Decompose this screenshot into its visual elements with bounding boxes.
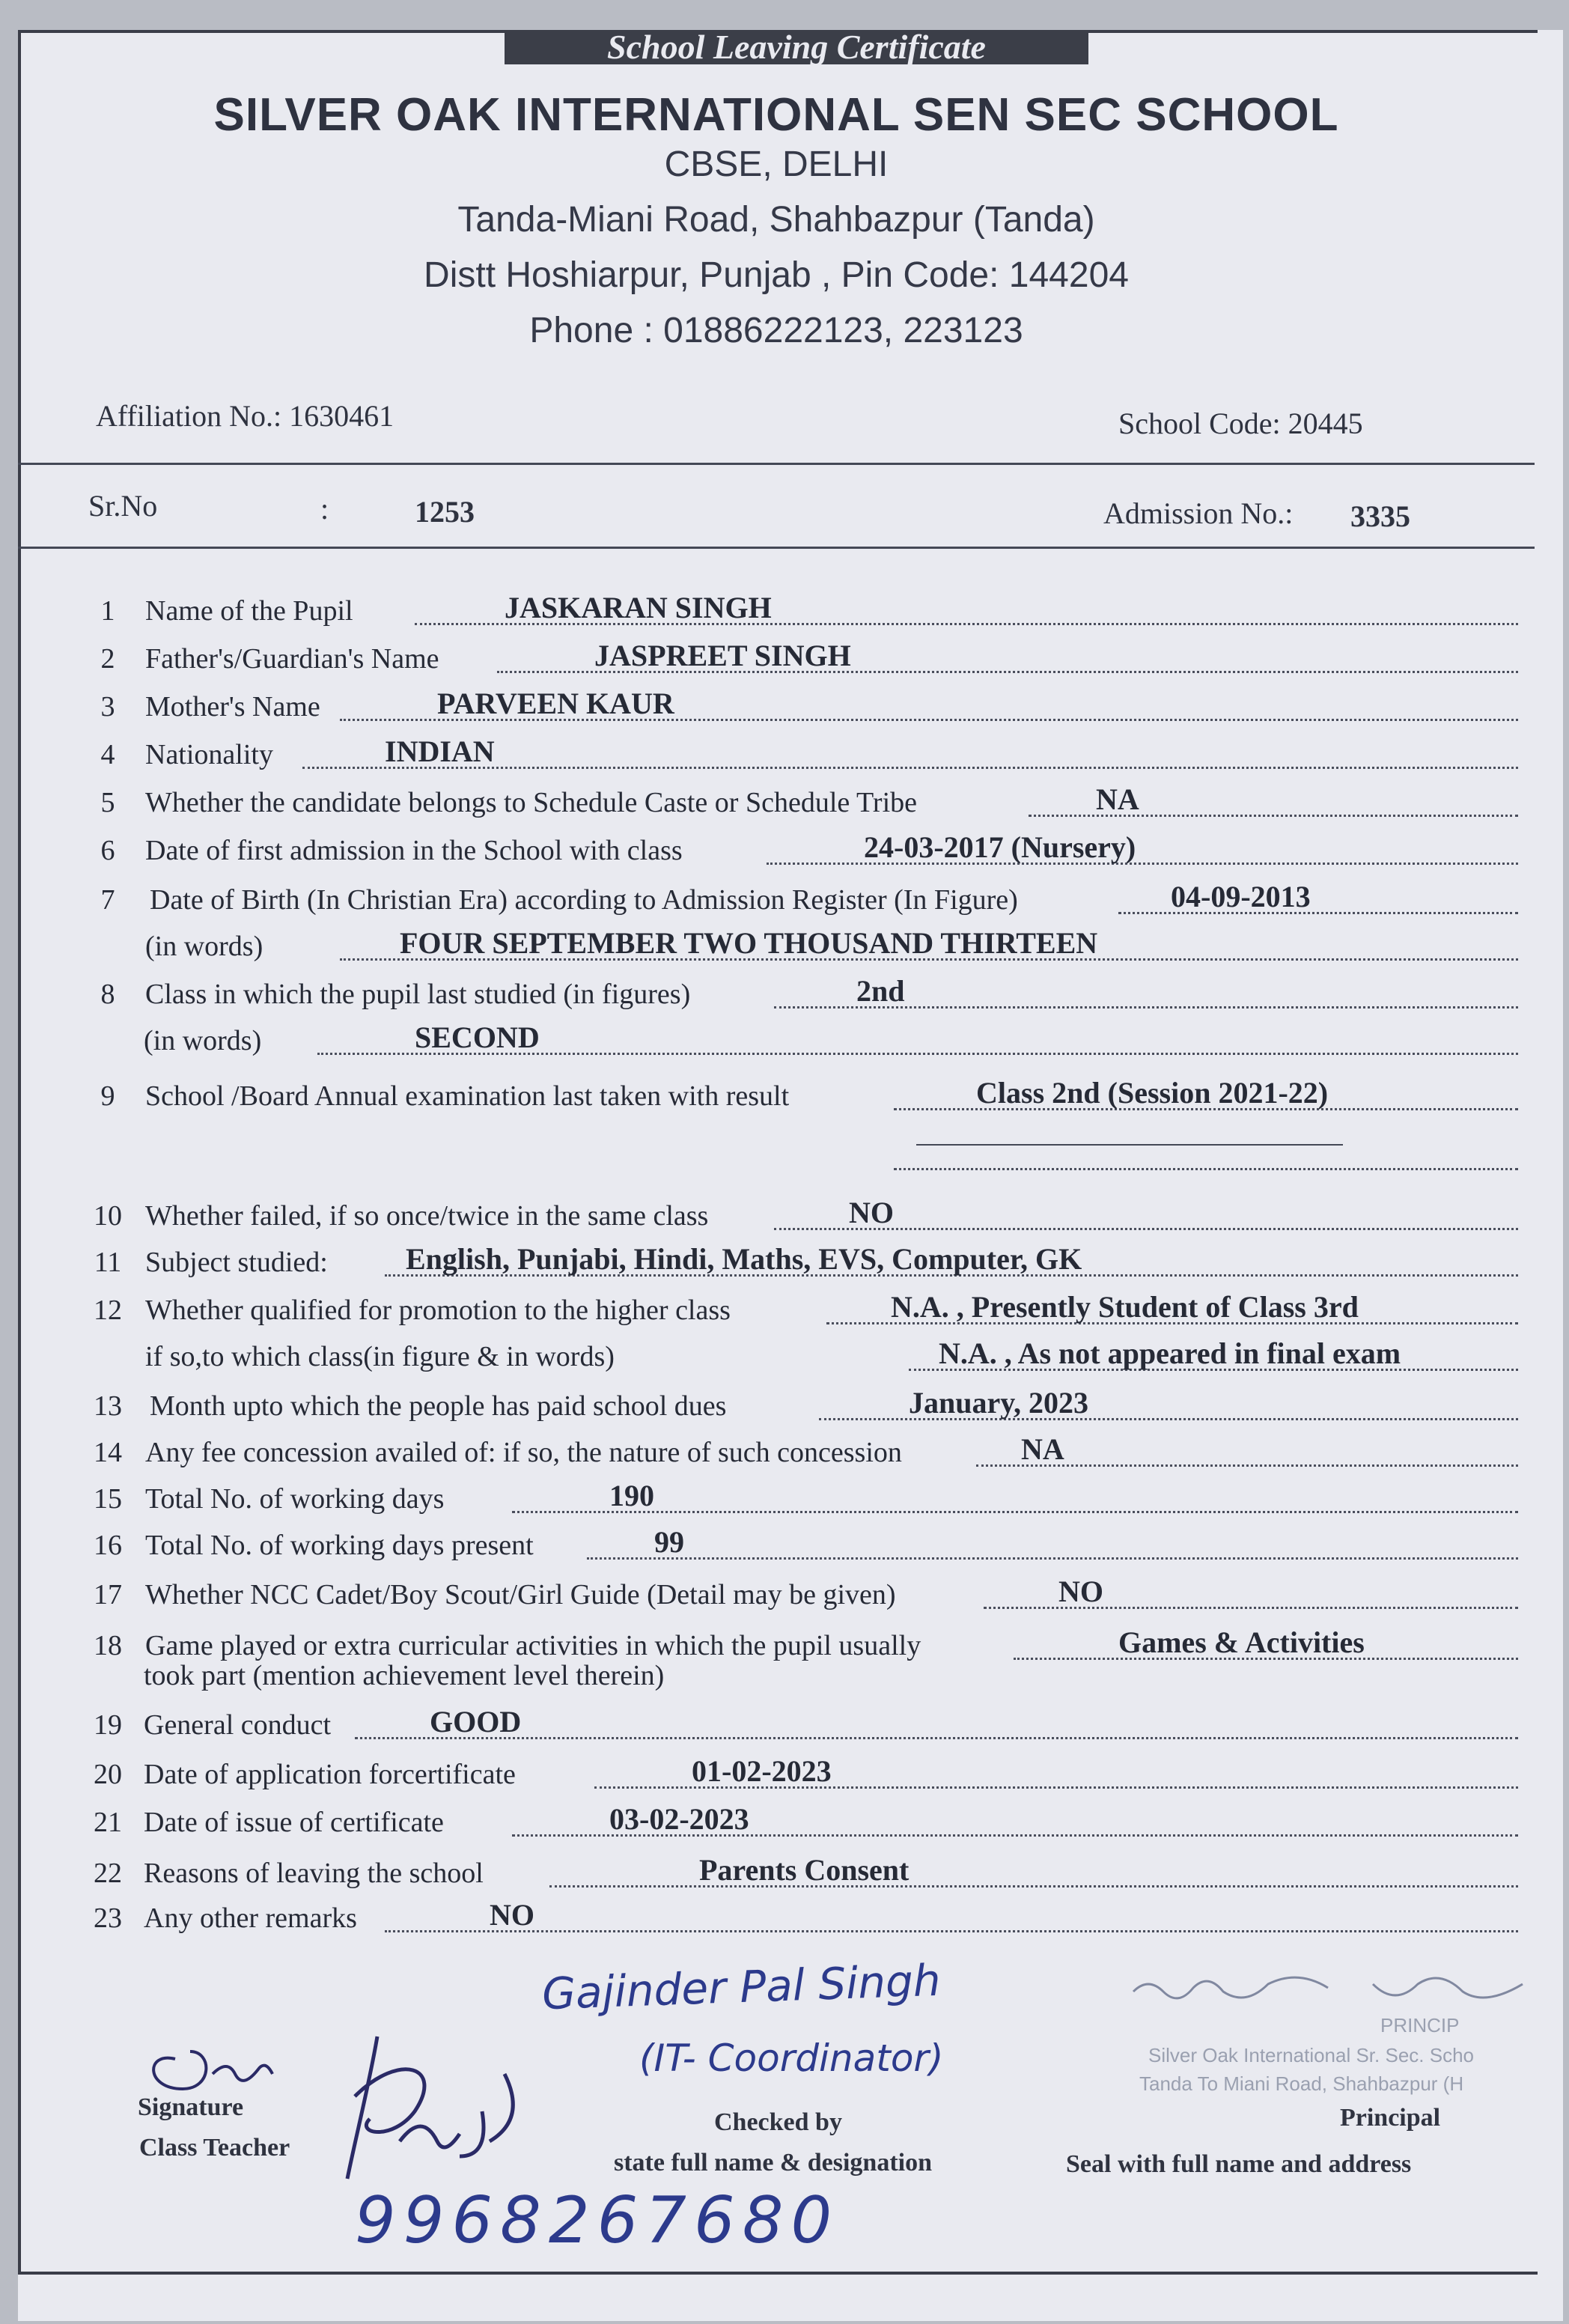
seal-line-school: Silver Oak International Sr. Sec. Scho (1148, 2044, 1474, 2066)
item-number: 9 (100, 1080, 115, 1112)
admission-no-label: Admission No.: (1103, 496, 1294, 530)
seal-title: PRINCIP (1380, 2014, 1460, 2036)
item-label: Total No. of working days present (145, 1530, 534, 1561)
item-label: Reasons of leaving the school (144, 1858, 484, 1889)
fill-line (894, 1168, 1518, 1170)
item-row-2 (85, 636, 1518, 681)
last-exam-value: Class 2nd (Session 2021-22) (976, 1076, 1329, 1110)
last-class-words-value: SECOND (415, 1020, 540, 1054)
item-number: 16 (94, 1530, 122, 1561)
item-number: 17 (94, 1579, 122, 1610)
item-row-14 (85, 1430, 1518, 1475)
item-row-15 (85, 1476, 1518, 1521)
first-admission-value: 24-03-2017 (Nursery) (864, 830, 1136, 864)
item-label: Month upto which the people has paid school dues (150, 1390, 727, 1422)
checked-by-label: Checked by (714, 2108, 842, 2136)
item-label: Date of application forcertificate (144, 1759, 516, 1790)
item-label: Class in which the pupil last studied (in figures) (145, 979, 691, 1010)
record-divider (18, 547, 1535, 549)
item-row-23 (85, 1896, 1518, 1941)
dob-words-value: FOUR SEPTEMBER TWO THOUSAND THIRTEEN (400, 926, 1098, 960)
item-row-22 (85, 1851, 1518, 1896)
sr-no-colon: : (320, 492, 329, 526)
item-number: 2 (100, 643, 115, 675)
fill-line (512, 1511, 1518, 1513)
item-number: 23 (94, 1902, 122, 1934)
item-number: 1 (100, 595, 115, 627)
item-row-17 (85, 1572, 1518, 1617)
item-number: 12 (94, 1295, 122, 1326)
item-row-8 (85, 972, 1518, 1017)
item-label: Total No. of working days (145, 1483, 445, 1515)
item-number: 10 (94, 1200, 122, 1232)
issue-date-value: 03-02-2023 (609, 1802, 749, 1836)
item-sub-label: took part (mention achievement level therein) (144, 1660, 665, 1691)
dues-paid-value: January, 2023 (909, 1386, 1089, 1420)
fill-line (355, 1737, 1518, 1739)
item-row-10 (85, 1193, 1518, 1238)
item-row-1 (85, 588, 1518, 633)
item-number: 3 (100, 691, 115, 723)
board-name: CBSE, DELHI (664, 145, 889, 184)
item-number: 18 (94, 1630, 122, 1661)
activities-value: Games & Activities (1118, 1625, 1365, 1659)
address-line-1: Tanda-Miani Road, Shahbazpur (Tanda) (457, 200, 1095, 240)
certificate-banner: School Leaving Certificate (505, 30, 1088, 64)
principal-signature-icon (1118, 1962, 1538, 2022)
principal-label: Principal (1340, 2104, 1441, 2132)
item-label: Subject studied: (145, 1247, 328, 1278)
item-number: 15 (94, 1483, 122, 1515)
checked-by-designation-label: state full name & designation (614, 2149, 932, 2177)
item-number: 6 (100, 835, 115, 866)
address-line-2: Distt Hoshiarpur, Punjab , Pin Code: 144204 (424, 255, 1129, 295)
school-code: School Code: 20445 (1118, 407, 1363, 440)
days-present-value: 99 (654, 1525, 684, 1559)
item-label: Game played or extra curricular activities in which the pupil usually (145, 1630, 921, 1661)
item-label: School /Board Annual examination last taken with result (145, 1080, 790, 1112)
item-number: 8 (100, 979, 115, 1010)
item-label: Any other remarks (144, 1902, 357, 1934)
conduct-value: GOOD (430, 1705, 522, 1739)
item-number: 4 (100, 739, 115, 770)
item-row-19 (85, 1703, 1518, 1747)
checker-signature-name: Gajinder Pal Singh (540, 1954, 942, 2020)
item-number: 20 (94, 1759, 122, 1790)
item-label: Mother's Name (145, 691, 320, 723)
promotion-value: N.A. , Presently Student of Class 3rd (891, 1290, 1359, 1324)
item-row-13 (85, 1384, 1518, 1429)
item-row-12-next (85, 1334, 1518, 1379)
item-number: 13 (94, 1390, 122, 1422)
fill-line (385, 1930, 1518, 1932)
mother-name-value: PARVEEN KAUR (437, 687, 674, 720)
item-number: 19 (94, 1709, 122, 1741)
item-label: Name of the Pupil (145, 595, 353, 627)
item-row-9-extra (85, 1134, 1518, 1178)
item-label: Whether qualified for promotion to the higher class (145, 1295, 731, 1326)
item-row-16 (85, 1523, 1518, 1568)
pupil-name-value: JASKARAN SINGH (505, 591, 772, 624)
item-row-12 (85, 1288, 1518, 1333)
next-class-value: N.A. , As not appeared in final exam (939, 1336, 1401, 1370)
nationality-value: INDIAN (385, 734, 495, 768)
leaving-reason-value: Parents Consent (699, 1853, 910, 1887)
item-label: Whether the candidate belongs to Schedule Caste or Schedule Tribe (145, 787, 918, 818)
item-label: Nationality (145, 739, 273, 770)
phone-line: Phone : 01886222123, 223123 (529, 311, 1023, 350)
seal-line-address: Tanda To Miani Road, Shahbazpur (H (1139, 2072, 1464, 2095)
signature-label: Signature (138, 2093, 244, 2121)
item-row-7-words (85, 924, 1518, 969)
item-row-4 (85, 732, 1518, 777)
item-row-3 (85, 684, 1518, 729)
item-label: General conduct (144, 1709, 332, 1741)
item-number: 21 (94, 1807, 122, 1838)
item-label: Whether NCC Cadet/Boy Scout/Girl Guide (Detail may be given) (145, 1579, 896, 1610)
remarks-value: NO (490, 1898, 534, 1932)
failed-value: NO (849, 1196, 894, 1229)
dob-figure-value: 04-09-2013 (1171, 880, 1311, 913)
item-row-5 (85, 780, 1518, 825)
fill-line (549, 1885, 1518, 1888)
item-sub-label: if so,to which class(in figure & in words) (145, 1341, 615, 1372)
item-row-18-cont (85, 1653, 1518, 1698)
certificate-sheet (18, 30, 1563, 2321)
header-divider (18, 463, 1535, 465)
last-class-figure-value: 2nd (856, 974, 905, 1008)
sr-no-label: Sr.No (88, 489, 158, 523)
item-label: Father's/Guardian's Name (145, 643, 439, 675)
item-number: 22 (94, 1858, 122, 1889)
item-label: Date of Birth (In Christian Era) according to Admission Register (In Figure) (150, 884, 1018, 916)
item-label: Any fee concession availed of: if so, the nature of such concession (145, 1437, 902, 1468)
item-number: 7 (100, 884, 115, 916)
father-name-value: JASPREET SINGH (594, 639, 851, 672)
caste-value: NA (1096, 782, 1139, 816)
application-date-value: 01-02-2023 (692, 1754, 832, 1788)
affiliation-number: Affiliation No.: 1630461 (96, 399, 394, 433)
item-row-21 (85, 1800, 1518, 1845)
item-number: 11 (94, 1247, 122, 1278)
item-number: 14 (94, 1437, 122, 1468)
item-row-20 (85, 1752, 1518, 1797)
item-row-11 (85, 1240, 1518, 1285)
sr-no-value: 1253 (415, 495, 475, 529)
item-label: Whether failed, if so once/twice in the same class (145, 1200, 709, 1232)
item-label: Date of issue of certificate (144, 1807, 444, 1838)
item-label: Date of first admission in the School with class (145, 835, 683, 866)
school-name: SILVER OAK INTERNATIONAL SEN SEC SCHOOL (213, 89, 1339, 141)
working-days-value: 190 (609, 1479, 654, 1512)
item-number: 5 (100, 787, 115, 818)
class-teacher-label: Class Teacher (139, 2134, 290, 2162)
fill-line (587, 1557, 1518, 1560)
subjects-value: English, Punjabi, Hindi, Maths, EVS, Computer, GK (406, 1242, 1082, 1276)
item-row-7 (85, 877, 1518, 922)
item-sub-label: (in words) (145, 931, 263, 962)
item-row-6 (85, 828, 1518, 873)
admission-no-value: 3335 (1350, 499, 1410, 533)
item-row-8-words (85, 1018, 1518, 1063)
ncc-value: NO (1058, 1575, 1103, 1608)
item-sub-label: (in words) (144, 1025, 262, 1056)
fee-concession-value: NA (1021, 1432, 1064, 1466)
handwritten-phone-number: 9968267680 (355, 2183, 840, 2258)
seal-instruction-label: Seal with full name and address (1066, 2150, 1412, 2178)
checker-signature-designation: (IT- Coordinator) (639, 2036, 944, 2080)
item-row-9 (85, 1074, 1518, 1119)
